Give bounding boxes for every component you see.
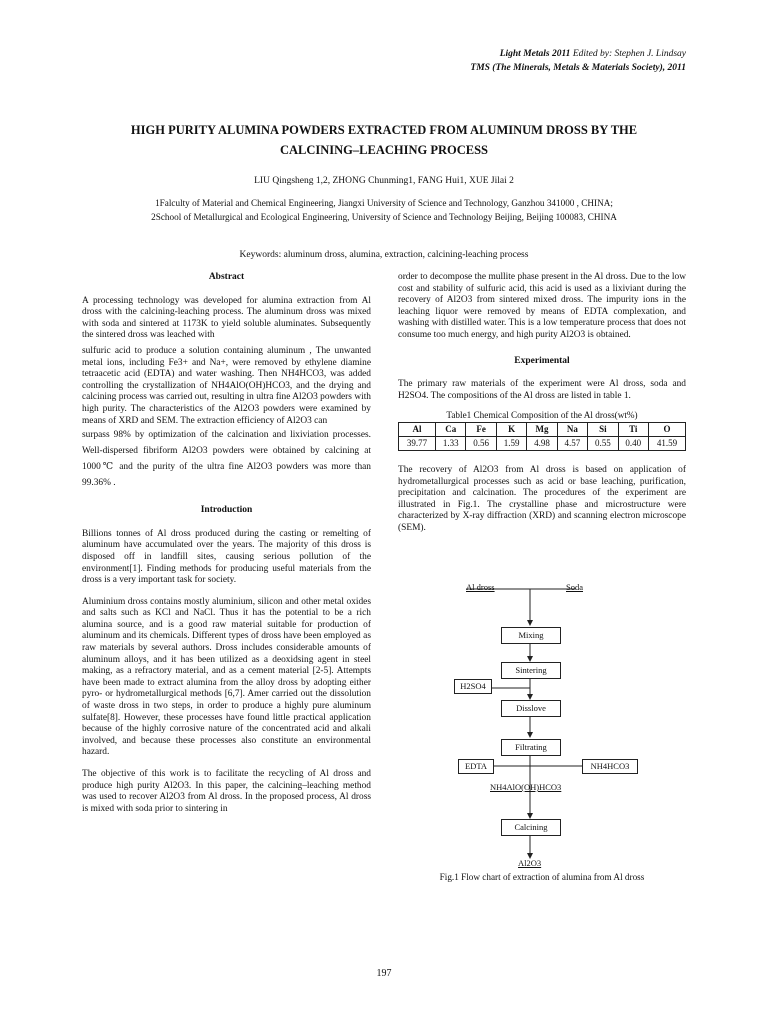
- proceedings-name: Light Metals 2011: [499, 49, 571, 59]
- mixing-box: Mixing: [501, 627, 561, 644]
- table-value-cell: 39.77: [399, 436, 436, 450]
- editor-line: Edited by: Stephen J. Lindsay: [570, 49, 686, 59]
- publisher-line: TMS (The Minerals, Metals & Materials Society), 2011: [470, 63, 686, 73]
- experimental-paragraph-1: The primary raw materials of the experiment were Al dross, soda and H2SO4. The compositions of the Al dross are listed in table 1.: [398, 379, 686, 401]
- right-column: [398, 272, 686, 545]
- table-caption: Table1 Chemical Composition of the Al dross(wt%): [446, 410, 638, 421]
- intro-paragraph-2: Aluminium dross contains mostly aluminium, silicon and other metal oxides and salts such as KCl and NaCl. Thus it has the potential to be a rich alumina source, and is a good raw material suitable for production of aluminum and its chemicals. Different types of dross have been employed as raw materials by several authors. Dross includes considerable amounts of aluminum alloys, and it has been utilized as a deoxidsing agent in steel making, as a refractory material, and as a cement material [2-5]. Attempts have been made to extract alumina from the alloy dross by adopting either pyro- or hydrometallurgical methods [6,7]. Amer carried out the dissolution of waste dross in two steps, in order to produce a highly pure aluminum sulfate[8]. However, these processes have found little practical application because of the highly corrosive nature of the concentrated acid and alkali involved, and because these processes also constitute an environmental hazard.: [82, 596, 371, 758]
- table-header-cell: Ca: [436, 422, 466, 436]
- title-line-1: HIGH PURITY ALUMINA POWDERS EXTRACTED FROM ALUMINUM DROSS BY THE: [130, 123, 638, 137]
- introduction-heading: Introduction: [200, 505, 253, 516]
- soda-label: Soda: [566, 582, 583, 592]
- table-header-cell: Fe: [466, 422, 496, 436]
- al-dross-label: Al dross: [466, 582, 495, 592]
- table-value-cell: 4.98: [527, 436, 557, 450]
- affiliation-1: 1Falculty of Material and Chemical Engineering, Jiangxi University of Science and Technology, Ganzhou 341000 , CHINA;: [155, 198, 613, 208]
- table-value-cell: 41.59: [648, 436, 685, 450]
- affiliations: [60, 196, 708, 224]
- authors: LIU Qingsheng 1,2, ZHONG Chunming1, FANG Hui1, XUE Jilai 2: [254, 176, 514, 186]
- edta-box: EDTA: [458, 759, 494, 774]
- keywords: Keywords: aluminum dross, alumina, extraction, calcining-leaching process: [239, 250, 529, 260]
- table-value-cell: 0.56: [466, 436, 496, 450]
- filtrating-box: Filtrating: [501, 739, 561, 756]
- abstract-paragraph-2: sulfuric acid to produce a solution containing aluminum , The unwanted metal ions, including Fe3+ and Na+, were removed by ethylene diamine tetraacetic acid (EDTA) and water washing. Then NH4HCO3, was added controlling the crystallization of NH4AlO(OH)HCO3, and the drying and calcining process was carried out, resulting in ultra fine Al2O3 powders with high purity. The characteristics of the Al2O3 powders were examined by means of XRD and SEM. The extraction efficiency of Al2O3 can: [82, 345, 371, 426]
- paper-title: [60, 120, 708, 160]
- table-header-cell: Mg: [527, 422, 557, 436]
- left-column: [82, 272, 371, 825]
- calcining-box: Calcining: [501, 819, 561, 836]
- table-header-cell: Al: [399, 422, 436, 436]
- abstract-paragraph-3: surpass 98% by optimization of the calcination and lixiviation processes. Well-dispersed fibriform Al2O3 powders were obtained by calcining at 1000℃ and the purity of the ultra fine Al2O3 powders was more than 99.36% .: [82, 430, 371, 489]
- nh4hco3-box: NH4HCO3: [582, 759, 638, 774]
- table-header-cell: O: [648, 422, 685, 436]
- intermediate-label: NH4AlO(OH)HCO3: [490, 782, 562, 792]
- intro-paragraph-3: The objective of this work is to facilitate the recycling of Al dross and produce high purity Al2O3. In this paper, the calcining–leaching method was used to recover Al2O3 from Al dross. In the proposed process, Al dross is mixed with soda prior to sintering in: [82, 769, 371, 814]
- dissolve-box: Disslove: [501, 700, 561, 717]
- table-header-row: [399, 422, 686, 436]
- table-header-cell: Na: [557, 422, 587, 436]
- experimental-heading: Experimental: [514, 355, 570, 366]
- table-value-row: [399, 436, 686, 450]
- sintering-box: Sintering: [501, 662, 561, 679]
- running-header: [470, 47, 686, 75]
- intro-paragraph-1: Billions tonnes of Al dross produced during the casting or remelting of aluminum have accumulated over the years. The majority of this dross is disposed off in landfill sites, causing serious pollution of the environment[1]. Finding methods for producing useful materials from the dross is a very important task for society.: [82, 528, 371, 586]
- table-header-cell: K: [496, 422, 526, 436]
- right-paragraph-0: order to decompose the mullite phase present in the Al dross. Due to the low cost and stability of sulfuric acid, this acid is used as a lixiviant during the recovery of Al2O3 from sintered mixed dross. The impurity ions in the leaching liquor were removed by means of EDTA complexation, and washing with distilled water. This is a low temperature process that does not consume too much energy, and high purity Al2O3 is obtained.: [398, 272, 686, 340]
- table-value-cell: 1.33: [436, 436, 466, 450]
- composition-table: [398, 422, 686, 451]
- table-value-cell: 1.59: [496, 436, 526, 450]
- figure-caption: Fig.1 Flow chart of extraction of alumina from Al dross: [439, 872, 645, 882]
- h2so4-box: H2SO4: [454, 679, 492, 694]
- title-line-2: CALCINING–LEACHING PROCESS: [279, 143, 489, 157]
- table-header-cell: Ti: [618, 422, 648, 436]
- table-value-cell: 0.55: [588, 436, 618, 450]
- abstract-heading: Abstract: [208, 272, 245, 282]
- table-header-cell: Si: [588, 422, 618, 436]
- experimental-paragraph-2: The recovery of Al2O3 from Al dross is based on application of hydrometallurgical processes such as acid or base leaching, purification, precipitation and calcination. The procedures of the experiment are illustrated in Fig.1. The crystalline phase and microstructure were characterized by X-ray diffraction (XRD) and scanning electron microscope (SEM).: [398, 464, 686, 533]
- product-label: Al2O3: [518, 858, 542, 868]
- abstract-paragraph-1: A processing technology was developed for alumina extraction from Al dross with the calcining-leaching process. The aluminum dross was mixed with soda and sintered at 1173K to yield soluble aluminates. Subsequently the sintered dross was leached with: [82, 295, 371, 341]
- table-value-cell: 0.40: [618, 436, 648, 450]
- affiliation-2: 2School of Metallurgical and Ecological Engineering, University of Science and Technology Beijing, Beijing 100083, CHINA: [151, 212, 617, 222]
- page-number: 197: [376, 968, 392, 979]
- flowchart: [398, 578, 686, 882]
- table-value-cell: 4.57: [557, 436, 587, 450]
